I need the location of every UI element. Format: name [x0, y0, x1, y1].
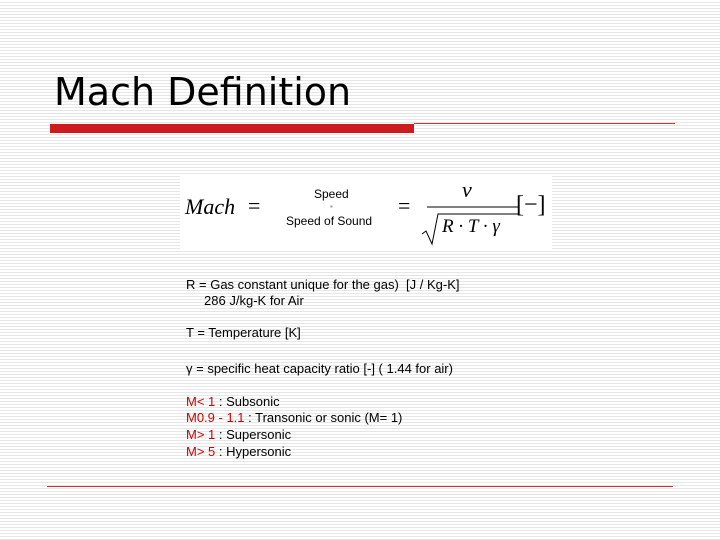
regime-range: M0.9 - 1.1 — [186, 410, 245, 425]
formula-equals-2: = — [398, 193, 411, 218]
regime-supersonic — [186, 427, 291, 443]
formula-lhs: Mach — [185, 194, 236, 219]
definition-gamma: γ = specific heat capacity ratio [-] ( 1.44 for air) — [186, 361, 453, 376]
regime-range: M> 5 — [186, 444, 216, 459]
regime-label: : Hypersonic — [215, 444, 292, 459]
formula-denominator-label: Speed of Sound — [286, 214, 373, 228]
regime-label: : Transonic or sonic (M= 1) — [244, 410, 403, 425]
regime-hypersonic — [186, 444, 291, 460]
regime-range: M> 1 — [186, 427, 216, 442]
formula-equals: = — [248, 193, 261, 218]
formula-velocity: v — [462, 177, 472, 202]
formula-unit: [−] — [516, 192, 546, 218]
definition-r-value: 286 J/kg-K for Air — [186, 293, 304, 308]
regime-label: : Subsonic — [215, 394, 280, 409]
formula-numerator-label: Speed — [314, 187, 349, 201]
definition-r: R = Gas constant unique for the gas) [J / Kg-K] — [186, 277, 460, 292]
footer-rule-line — [47, 486, 673, 487]
regime-range: M< 1 — [186, 394, 216, 409]
title-underline-bar — [50, 124, 414, 133]
regime-subsonic — [186, 394, 280, 410]
mach-formula — [180, 176, 552, 250]
fraction-dot: ▪ — [330, 202, 333, 211]
title-rule-line — [414, 123, 675, 124]
regime-label: : Supersonic — [215, 427, 292, 442]
regime-transonic — [186, 410, 402, 426]
slide-title: Mach Definition — [54, 70, 352, 114]
formula-denominator-expr: R · T · γ — [442, 216, 500, 237]
definition-t: T = Temperature [K] — [186, 325, 301, 340]
